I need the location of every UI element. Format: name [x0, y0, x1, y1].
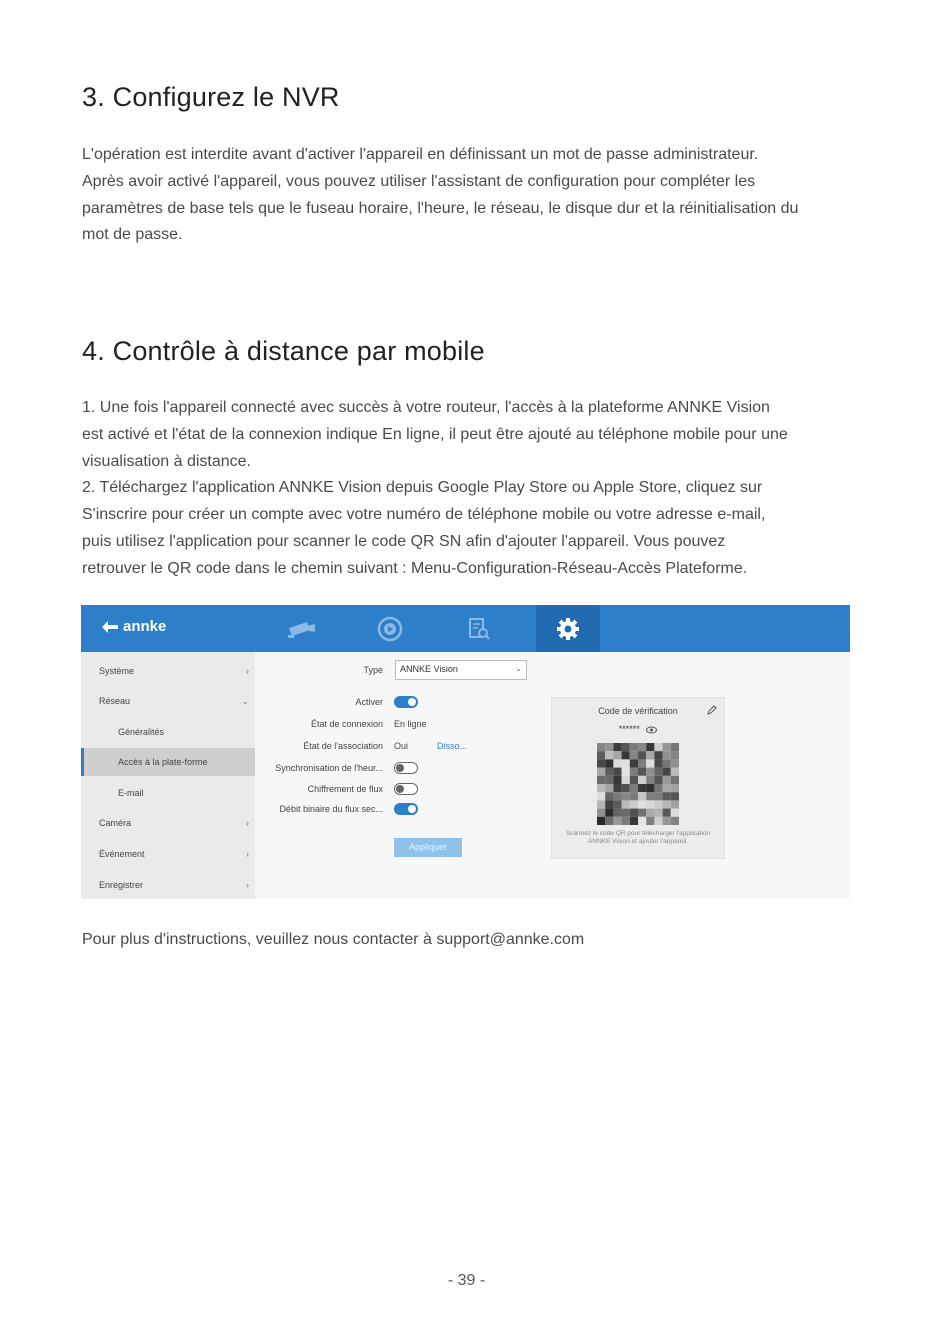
paragraph-line: L'opération est interdite avant d'activer l'appareil en définissant un mot de passe administrateur.	[82, 146, 759, 163]
chevron-right-icon: ›	[246, 666, 249, 676]
sidebar-item-evenement[interactable]	[81, 839, 255, 869]
qr-code-image	[597, 743, 679, 825]
platform-access-form	[255, 652, 850, 899]
settings-gear-icon[interactable]	[536, 605, 600, 652]
sidebar-item-enregistrer[interactable]	[81, 870, 255, 899]
chevron-right-icon: ›	[246, 849, 249, 859]
contact-text: Pour plus d'instructions, veuillez nous contacter à support@annke.com	[82, 931, 585, 948]
sidebar-item-reseau[interactable]	[81, 686, 255, 716]
etat-association-label: État de l'association	[303, 741, 383, 751]
logo-text: annke	[123, 618, 167, 635]
verification-code-title: Code de vérification	[598, 706, 678, 716]
chevron-right-icon: ›	[246, 818, 249, 828]
section-4-title: 4. Contrôle à distance par mobile	[82, 336, 485, 366]
etat-connexion-label: État de connexion	[310, 719, 383, 729]
qr-code-panel	[551, 697, 725, 859]
nvr-settings-screenshot	[81, 605, 850, 899]
annke-logo-icon	[101, 620, 119, 634]
qr-caption-line: Scannez le code QR pour télécharger l'application	[565, 830, 711, 837]
paragraph-line: Après avoir activé l'appareil, vous pouvez utiliser l'assistant de configuration pour compléter les	[82, 172, 756, 190]
camera-icon[interactable]	[269, 605, 333, 652]
paragraph-line: puis utilisez l'application pour scanner le code QR SN afin d'ajouter l'appareil. Vous pouvez	[82, 532, 726, 550]
paragraph-line: S'inscrire pour créer un compte avec votre numéro de téléphone mobile ou votre adresse e-mail,	[82, 506, 766, 524]
paragraph-line: visualisation à distance.	[82, 452, 251, 470]
sidebar-item-systeme[interactable]	[81, 656, 255, 686]
annke-logo	[101, 618, 166, 635]
verification-code-value	[552, 724, 724, 734]
section-3-paragraph	[82, 142, 872, 249]
sidebar-item-label: Caméra	[99, 818, 132, 828]
section-3-title: 3. Configurez le NVR	[82, 82, 340, 112]
sidebar-item-camera[interactable]	[81, 808, 255, 838]
paragraph-line: 1. Une fois l'appareil connecté avec succès à votre routeur, l'accès à la plateforme ANNKE Vision	[82, 399, 770, 416]
sidebar-item-email[interactable]	[81, 778, 255, 808]
activer-label: Activer	[355, 697, 383, 707]
sidebar-item-generalites[interactable]	[81, 717, 255, 747]
eye-icon[interactable]	[646, 726, 657, 734]
paragraph-line: mot de passe.	[82, 226, 183, 244]
chiffrement-toggle[interactable]	[394, 783, 418, 795]
sidebar-item-label: Généralités	[118, 727, 165, 737]
sidebar-item-label: Enregistrer	[99, 880, 144, 890]
chevron-down-icon: ⌄	[241, 695, 249, 706]
sidebar-item-label: Accès à la plate-forme	[118, 757, 208, 767]
sidebar-item-label: Événement	[99, 849, 145, 859]
chiffrement-label: Chiffrement de flux	[307, 784, 383, 794]
paragraph-line: retrouver le QR code dans le chemin suivant : Menu-Configuration-Réseau-Accès Plateforme.	[82, 559, 748, 577]
search-file-icon[interactable]	[447, 605, 511, 652]
sync-label: Synchronisation de l'heur...	[275, 763, 383, 773]
activer-toggle[interactable]	[394, 696, 418, 708]
debit-label: Débit binaire du flux sec...	[279, 804, 383, 814]
apply-button[interactable]: Appliquer	[394, 838, 462, 857]
playback-icon[interactable]	[358, 605, 422, 652]
sidebar-item-acces-plateforme[interactable]	[81, 748, 258, 776]
chevron-right-icon: ›	[246, 880, 249, 890]
sync-toggle[interactable]	[394, 762, 418, 774]
type-label: Type	[363, 665, 383, 675]
section-4-paragraph	[82, 395, 872, 583]
paragraph-line: 2. Téléchargez l'application ANNKE Vision depuis Google Play Store ou Apple Store, cliquez sur	[82, 479, 763, 497]
edit-pencil-icon[interactable]	[706, 704, 718, 716]
dissociate-link[interactable]: Disso...	[437, 741, 468, 751]
etat-connexion-value: En ligne	[394, 719, 427, 729]
chevron-down-icon: ⌄	[515, 664, 522, 673]
sidebar-item-label: Système	[99, 666, 135, 676]
sidebar-item-label: E-mail	[118, 788, 144, 798]
settings-sidebar	[81, 652, 256, 899]
qr-caption-line: ANNKE Vision et ajouter l'appareil.	[587, 838, 689, 845]
paragraph-line: paramètres de base tels que le fuseau horaire, l'heure, le réseau, le disque dur et la réinitialisation du	[82, 199, 799, 217]
sidebar-item-label: Réseau	[99, 696, 131, 706]
etat-association-value: Oui	[394, 741, 409, 751]
paragraph-line: est activé et l'état de la connexion indique En ligne, il peut être ajouté au téléphone mobile pour une	[82, 425, 788, 443]
qr-caption	[554, 830, 722, 846]
type-select[interactable]	[395, 660, 527, 680]
page-number: - 39 -	[447, 1272, 486, 1289]
masked-password: ******	[618, 724, 640, 734]
debit-toggle[interactable]	[394, 803, 418, 815]
top-navigation-bar	[81, 605, 850, 652]
type-select-value: ANNKE Vision	[400, 664, 458, 674]
